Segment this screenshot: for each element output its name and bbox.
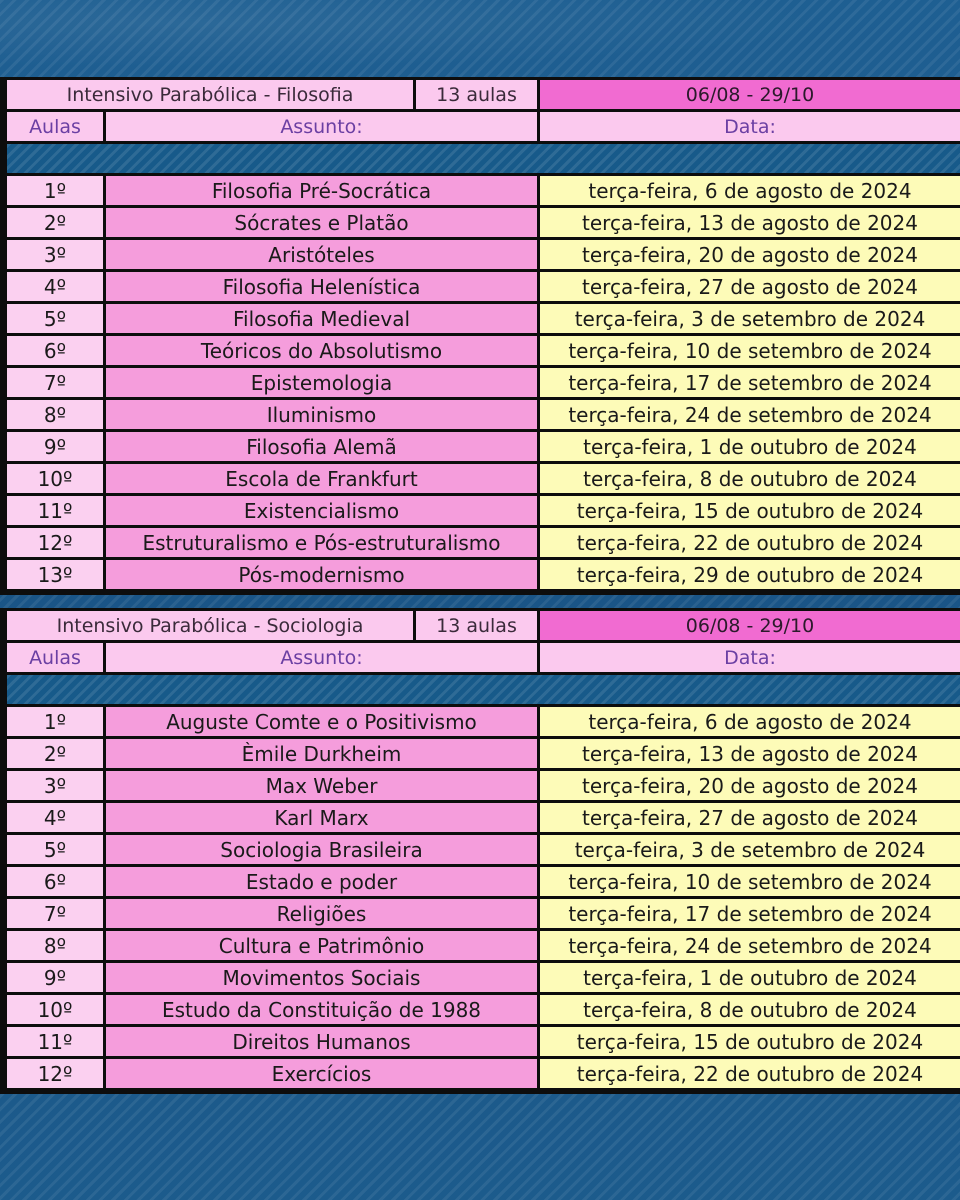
table-row xyxy=(0,272,960,304)
sociologia-separator-band xyxy=(4,675,960,707)
lesson-number: 6º xyxy=(4,867,106,899)
filosofia-schedule-table xyxy=(0,77,960,595)
sociologia-column-headers xyxy=(0,643,960,675)
lesson-number: 5º xyxy=(4,304,106,336)
lesson-number: 2º xyxy=(4,208,106,240)
lesson-topic: Escola de Frankfurt xyxy=(106,464,540,496)
lesson-topic: Iluminismo xyxy=(106,400,540,432)
lesson-date: terça-feira, 1 de outubro de 2024 xyxy=(540,432,960,464)
lesson-date: terça-feira, 22 de outubro de 2024 xyxy=(540,528,960,560)
lesson-date: terça-feira, 24 de setembro de 2024 xyxy=(540,400,960,432)
lesson-number: 3º xyxy=(4,240,106,272)
lesson-number: 1º xyxy=(4,707,106,739)
sociologia-rows xyxy=(0,707,960,1091)
table-row xyxy=(0,400,960,432)
lesson-number: 11º xyxy=(4,1027,106,1059)
filosofia-rows xyxy=(0,176,960,592)
filosofia-course-title: Intensivo Parabólica - Filosofia xyxy=(4,80,416,112)
lesson-topic: Aristóteles xyxy=(106,240,540,272)
table-row xyxy=(0,432,960,464)
lesson-topic: Estudo da Constituição de 1988 xyxy=(106,995,540,1027)
lesson-number: 4º xyxy=(4,803,106,835)
lesson-topic: Existencialismo xyxy=(106,496,540,528)
filosofia-lesson-count: 13 aulas xyxy=(416,80,540,112)
lesson-date: terça-feira, 6 de agosto de 2024 xyxy=(540,176,960,208)
table-row xyxy=(0,304,960,336)
table-row xyxy=(0,899,960,931)
lesson-date: terça-feira, 8 de outubro de 2024 xyxy=(540,464,960,496)
lesson-number: 12º xyxy=(4,528,106,560)
lesson-date: terça-feira, 27 de agosto de 2024 xyxy=(540,272,960,304)
table-row xyxy=(0,707,960,739)
column-header-assunto: Assunto: xyxy=(106,643,540,675)
table-row xyxy=(0,528,960,560)
column-header-assunto: Assunto: xyxy=(106,112,540,144)
lesson-date: terça-feira, 13 de agosto de 2024 xyxy=(540,739,960,771)
lesson-date: terça-feira, 15 de outubro de 2024 xyxy=(540,496,960,528)
lesson-number: 9º xyxy=(4,432,106,464)
table-row xyxy=(0,1027,960,1059)
filosofia-separator-band xyxy=(4,144,960,176)
sociologia-schedule-table xyxy=(0,608,960,1094)
lesson-topic: Filosofia Medieval xyxy=(106,304,540,336)
lesson-number: 8º xyxy=(4,400,106,432)
lesson-topic: Estado e poder xyxy=(106,867,540,899)
lesson-date: terça-feira, 3 de setembro de 2024 xyxy=(540,304,960,336)
lesson-topic: Pós-modernismo xyxy=(106,560,540,592)
column-header-aulas: Aulas xyxy=(4,643,106,675)
table-row xyxy=(0,240,960,272)
table-row xyxy=(0,176,960,208)
lesson-number: 1º xyxy=(4,176,106,208)
lesson-topic: Sociologia Brasileira xyxy=(106,835,540,867)
lesson-number: 6º xyxy=(4,336,106,368)
table-row xyxy=(0,208,960,240)
lesson-number: 10º xyxy=(4,995,106,1027)
table-row xyxy=(0,464,960,496)
lesson-number: 2º xyxy=(4,739,106,771)
lesson-number: 10º xyxy=(4,464,106,496)
table-row xyxy=(0,496,960,528)
column-header-data: Data: xyxy=(540,112,960,144)
lesson-date: terça-feira, 22 de outubro de 2024 xyxy=(540,1059,960,1091)
lesson-topic: Karl Marx xyxy=(106,803,540,835)
sociologia-header-row xyxy=(0,611,960,643)
lesson-topic: Èmile Durkheim xyxy=(106,739,540,771)
lesson-date: terça-feira, 20 de agosto de 2024 xyxy=(540,771,960,803)
lesson-date: terça-feira, 24 de setembro de 2024 xyxy=(540,931,960,963)
sociologia-date-range: 06/08 - 29/10 xyxy=(540,611,960,643)
lesson-date: terça-feira, 10 de setembro de 2024 xyxy=(540,867,960,899)
lesson-topic: Epistemologia xyxy=(106,368,540,400)
lesson-date: terça-feira, 17 de setembro de 2024 xyxy=(540,899,960,931)
lesson-topic: Auguste Comte e o Positivismo xyxy=(106,707,540,739)
filosofia-date-range: 06/08 - 29/10 xyxy=(540,80,960,112)
lesson-date: terça-feira, 1 de outubro de 2024 xyxy=(540,963,960,995)
lesson-topic: Max Weber xyxy=(106,771,540,803)
table-row xyxy=(0,368,960,400)
filosofia-header-row xyxy=(0,80,960,112)
lesson-topic: Direitos Humanos xyxy=(106,1027,540,1059)
lesson-topic: Religiões xyxy=(106,899,540,931)
table-row xyxy=(0,803,960,835)
lesson-number: 7º xyxy=(4,368,106,400)
table-row xyxy=(0,867,960,899)
lesson-date: terça-feira, 27 de agosto de 2024 xyxy=(540,803,960,835)
column-header-data: Data: xyxy=(540,643,960,675)
lesson-number: 12º xyxy=(4,1059,106,1091)
table-row xyxy=(0,336,960,368)
lesson-date: terça-feira, 13 de agosto de 2024 xyxy=(540,208,960,240)
table-row xyxy=(0,835,960,867)
lesson-date: terça-feira, 6 de agosto de 2024 xyxy=(540,707,960,739)
lesson-number: 3º xyxy=(4,771,106,803)
background-decoration xyxy=(0,0,960,77)
lesson-number: 13º xyxy=(4,560,106,592)
lesson-number: 9º xyxy=(4,963,106,995)
lesson-date: terça-feira, 17 de setembro de 2024 xyxy=(540,368,960,400)
table-row xyxy=(0,963,960,995)
sociologia-course-title: Intensivo Parabólica - Sociologia xyxy=(4,611,416,643)
column-header-aulas: Aulas xyxy=(4,112,106,144)
lesson-topic: Sócrates e Platão xyxy=(106,208,540,240)
lesson-date: terça-feira, 15 de outubro de 2024 xyxy=(540,1027,960,1059)
table-row xyxy=(0,1059,960,1091)
lesson-number: 8º xyxy=(4,931,106,963)
lesson-date: terça-feira, 29 de outubro de 2024 xyxy=(540,560,960,592)
lesson-topic: Teóricos do Absolutismo xyxy=(106,336,540,368)
table-row xyxy=(0,560,960,592)
lesson-number: 11º xyxy=(4,496,106,528)
lesson-date: terça-feira, 8 de outubro de 2024 xyxy=(540,995,960,1027)
lesson-topic: Filosofia Pré-Socrática xyxy=(106,176,540,208)
lesson-number: 4º xyxy=(4,272,106,304)
table-row xyxy=(0,931,960,963)
lesson-topic: Cultura e Patrimônio xyxy=(106,931,540,963)
lesson-topic: Estruturalismo e Pós-estruturalismo xyxy=(106,528,540,560)
table-row xyxy=(0,995,960,1027)
lesson-date: terça-feira, 3 de setembro de 2024 xyxy=(540,835,960,867)
sociologia-lesson-count: 13 aulas xyxy=(416,611,540,643)
lesson-date: terça-feira, 10 de setembro de 2024 xyxy=(540,336,960,368)
filosofia-column-headers xyxy=(0,112,960,144)
lesson-topic: Filosofia Helenística xyxy=(106,272,540,304)
lesson-topic: Exercícios xyxy=(106,1059,540,1091)
lesson-number: 7º xyxy=(4,899,106,931)
table-row xyxy=(0,771,960,803)
lesson-topic: Filosofia Alemã xyxy=(106,432,540,464)
lesson-date: terça-feira, 20 de agosto de 2024 xyxy=(540,240,960,272)
lesson-topic: Movimentos Sociais xyxy=(106,963,540,995)
table-row xyxy=(0,739,960,771)
lesson-number: 5º xyxy=(4,835,106,867)
